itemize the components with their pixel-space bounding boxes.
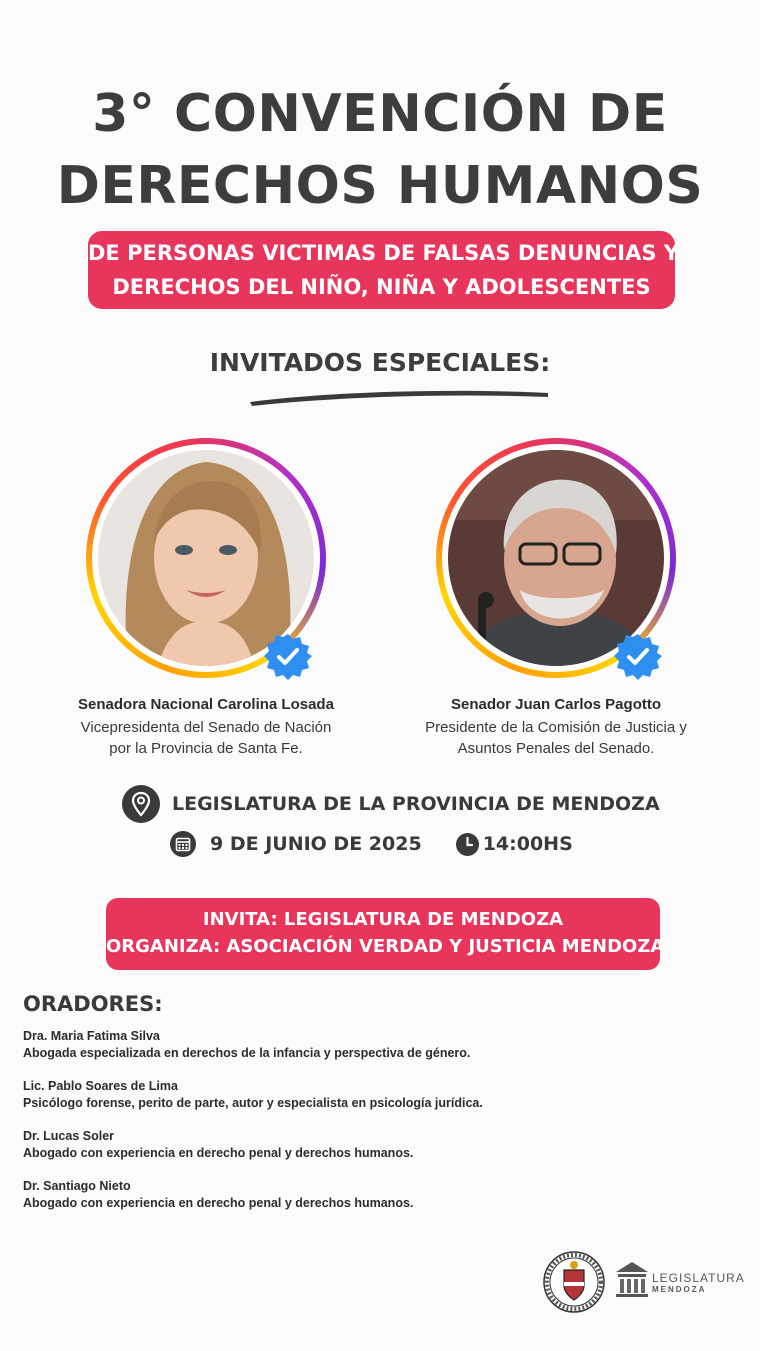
- list-item: [23, 1028, 723, 1078]
- guest-role: Vicepresidenta del Senado de Nación por la Provincia de Santa Fe.: [80, 719, 332, 757]
- list-item: [23, 1078, 723, 1128]
- guest-card: [396, 438, 716, 759]
- speaker-name: Lic. Pablo Soares de Lima: [23, 1079, 178, 1093]
- event-title-line1: 3° CONVENCIÓN DE: [92, 84, 668, 144]
- guest-card: [46, 438, 366, 759]
- brush-underline: [246, 384, 552, 408]
- event-subtitle-line2: DERECHOS DEL NIÑO, NIÑA Y ADOLESCENTES: [112, 275, 651, 299]
- clock-icon: [456, 833, 479, 856]
- legislatura-logo-icon: [616, 1262, 648, 1297]
- guest-name: Senadora Nacional Carolina Losada: [78, 696, 334, 713]
- event-time-group: [456, 833, 573, 856]
- list-item: [23, 1178, 723, 1228]
- venue-text: LEGISLATURA DE LA PROVINCIA DE MENDOZA: [172, 793, 660, 815]
- location-pin-icon: [122, 785, 160, 823]
- speaker-name: Dra. Maria Fatima Silva: [23, 1029, 160, 1043]
- speaker-name: Dr. Santiago Nieto: [23, 1179, 131, 1193]
- speakers-list: [23, 1028, 723, 1228]
- guest-avatar: [436, 438, 676, 678]
- speaker-desc: Abogado con experiencia en derecho penal y derechos humanos.: [23, 1146, 414, 1160]
- calendar-icon: [170, 831, 196, 857]
- list-item: [23, 1128, 723, 1178]
- guest-avatar: [86, 438, 326, 678]
- speaker-desc: Abogada especializada en derechos de la infancia y perspectiva de género.: [23, 1046, 471, 1060]
- event-subtitle-banner: [88, 231, 680, 309]
- guest-name: Senador Juan Carlos Pagotto: [450, 696, 662, 713]
- association-seal-icon: [544, 1252, 604, 1312]
- guest-role: Presidente de la Comisión de Justicia y Asuntos Penales del Senado.: [425, 719, 687, 757]
- event-subtitle-line1: DE PERSONAS VICTIMAS DE FALSAS DENUNCIAS Y: [88, 241, 680, 265]
- event-title-line2: DERECHOS HUMANOS: [56, 156, 704, 216]
- speaker-desc: Abogado con experiencia en derecho penal y derechos humanos.: [23, 1196, 414, 1210]
- legislatura-logo-text: LEGISLATURA MENDOZA: [652, 1271, 745, 1294]
- organiza-text: ORGANIZA: ASOCIACIÓN VERDAD Y JUSTICIA MENDOZA: [106, 936, 665, 957]
- verified-badge-icon: [264, 632, 312, 680]
- event-date: 9 DE JUNIO DE 2025: [210, 833, 422, 855]
- event-datetime: [170, 830, 573, 858]
- event-venue: [122, 785, 660, 823]
- verified-badge-icon: [614, 632, 662, 680]
- event-title: [0, 78, 760, 222]
- invita-text: INVITA: LEGISLATURA DE MENDOZA: [202, 909, 564, 930]
- event-time: 14:00HS: [482, 833, 573, 855]
- speaker-name: Dr. Lucas Soler: [23, 1129, 115, 1143]
- organizers-banner: [106, 898, 665, 970]
- speakers-heading: ORADORES:: [23, 992, 163, 1016]
- speaker-desc: Psicólogo forense, perito de parte, autor y especialista en psicología jurídica.: [23, 1096, 483, 1110]
- guests-heading: INVITADOS ESPECIALES:: [209, 348, 551, 377]
